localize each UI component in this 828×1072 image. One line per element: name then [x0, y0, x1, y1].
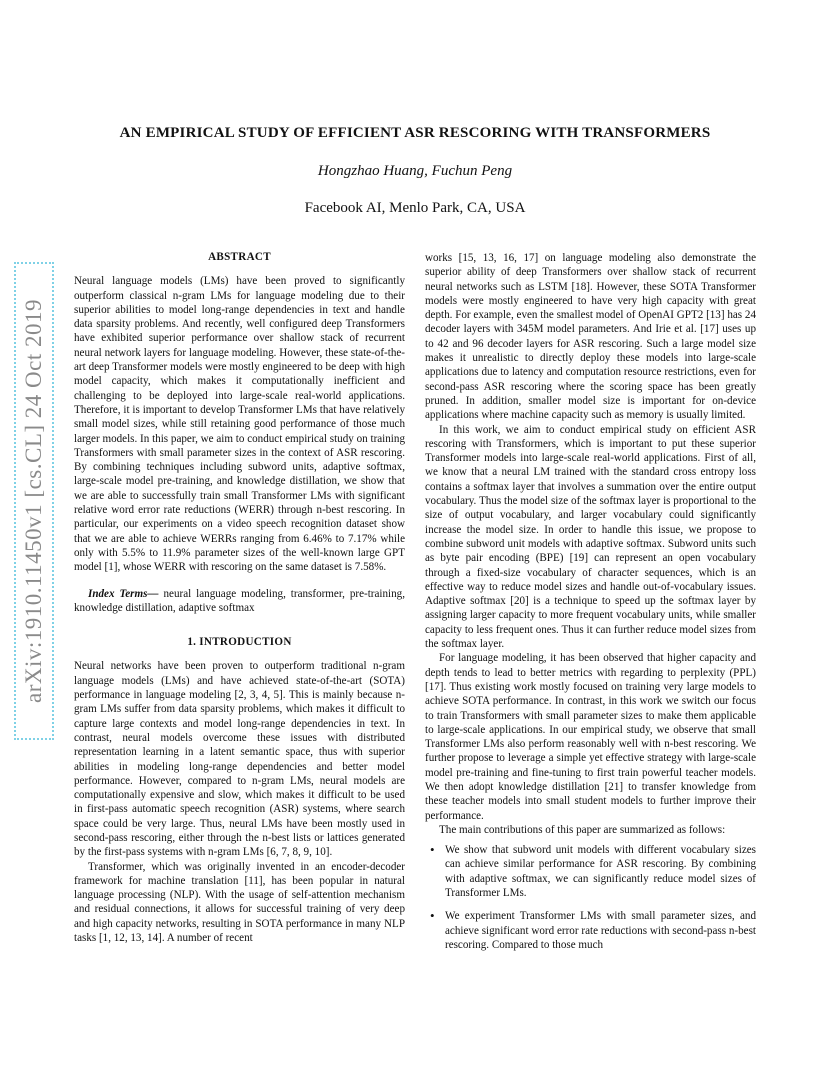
- arxiv-id-label: arXiv:1910.11450v1 [cs.CL] 24 Oct 2019: [21, 299, 47, 703]
- paper-authors: Hongzhao Huang, Fuchun Peng: [317, 163, 513, 179]
- left-column: [74, 250, 405, 945]
- paper-title: AN EMPIRICAL STUDY OF EFFICIENT ASR RESCORING WITH TRANSFORMERS: [119, 125, 711, 141]
- list-item: • We show that subword unit models with different vocabulary sizes can achieve similar performance for ASR rescoring. By combining with adaptive softmax, we can significantly reduce model sizes of Transformer LMs.: [445, 843, 756, 900]
- index-terms-label: Index Terms—: [88, 587, 159, 600]
- abstract-heading: ABSTRACT: [208, 251, 271, 263]
- contributions-list: [425, 843, 756, 952]
- paper-affiliation: Facebook AI, Menlo Park, CA, USA: [304, 200, 526, 216]
- introduction-heading: 1. INTRODUCTION: [187, 636, 292, 649]
- right-paragraph-4: The main contributions of this paper are summarized as follows:: [439, 823, 726, 836]
- intro-paragraph-1: Neural networks have been proven to outperform traditional n-gram language models (LMs) and have achieved state-of-the-art (SOTA) performance in language modeling [2, 3, 4, 5]. This is mainly because n-gram LMs suffer from data sparsity problems, which makes it difficult to capture large contexts and model long-range dependencies in text. In contrast, neural models overcome these issues with distributed representation learning in a latent semantic space, thus with superior abilities in modeling long-range dependencies and better model performance. However, compared to n-gram LMs, neural models are computationally expensive and slow, which makes it difficult to be used in first-pass automatic speech recognition (ASR) systems, where search space could be very large. Thus, neural LMs have been mostly used in second-pass rescoring, either through the n-best lists or lattices generated by the first-pass systems with n-gram LMs [6, 7, 8, 9, 10].: [74, 660, 405, 859]
- right-paragraph-3: For language modeling, it has been observed that higher capacity and depth tends to lead to better metrics with regarding to perplexity (PPL) [17]. Thus existing work mostly focused on training very large models to achieve SOTA performance. In contrast, in this work we switch our focus to train Transformers with small parameter sizes to make them applicable to large-scale applications. In our empirical study, we observe that small Transformer LMs also perform reasonably well with n-best rescoring. We further propose to leverage a simple yet effective strategy with large-scale model pre-training and fine-tuning to first train powerful teacher models. We then adopt knowledge distillation [21] to transfer knowledge from these teacher models into small student models to further improve their performance.: [425, 652, 756, 822]
- intro-paragraph-2: Transformer, which was originally invented in an encoder-decoder framework for machine translation [11], has been popular in natural language processing (NLP). With the usage of self-attention mechanism and residual connections, it allows for successful training of very deep and high capacity networks, resulting in SOTA performance in many NLP tasks [1, 12, 13, 14]. A number of recent: [74, 860, 405, 945]
- right-paragraph-1: works [15, 13, 16, 17] on language modeling also demonstrate the superior ability of deep Transformers over shallow stack of recurrent neural networks such as LSTM [18]. However, these SOTA Transformer models were mostly engineered to have very high capacity with great depth. For example, even the smallest model of OpenAI GPT2 [13] has 24 decoder layers with 345M model parameters. And Irie et al. [17] uses up to 42 and 96 decoder layers for ASR rescoring. Such a large model size makes it unrealistic to directly deploy these models into large-scale applications due to latency and computation resource restrictions, even for second-pass ASR rescoring where the scoring space has been greatly pruned. In addition, smaller model size is important for on-device applications where machine capacity such as memory is usually limited.: [425, 252, 756, 422]
- index-terms: [74, 587, 405, 616]
- list-item: • We experiment Transformer LMs with small parameter sizes, and achieve significant word error rate reductions with second-pass n-best rescoring. Compared to those much: [445, 909, 756, 952]
- abstract-text: Neural language models (LMs) have been proved to significantly outperform classical n-gram LMs for language modeling due to their superior abilities to model long-range dependencies in text and handle data sparsity problems. And recently, well configured deep Transformers have exhibited superior performance over shallow stack of recurrent neural network layers for language modeling. However, these state-of-the-art deep Transformer models were mostly engineered to be deep with high model capacity, which makes it computationally inefficient and challenging to be deployed into large-scale real-world applications. Therefore, it is important to develop Transformer LMs that have relatively small model sizes, while still retaining good performance of those much larger models. In this paper, we aim to conduct empirical study on training Transformers with small parameter sizes in the context of ASR rescoring. By combining techniques including subword units, adaptive softmax, large-scale model pre-training, and knowledge distillation, we show that we are able to successfully train small Transformer LMs with significant relative word error rate reductions (WERR) through n-best rescoring. In particular, our experiments on a video speech recognition dataset show that we are able to achieve WERRs ranging from 6.46% to 7.17% while only with 5.5% to 11.9% parameter sizes of the well-known large GPT model [1], whose WERR with rescoring on the same dataset is 7.58%.: [74, 275, 405, 574]
- right-paragraph-2: In this work, we aim to conduct empirical study on efficient ASR rescoring with Transformers, which is important to put these superior Transformer models into large-scale real-world applications. First of all, we know that a neural LM trained with the standard cross entropy loss contains a softmax layer that involves a summation over the entire output vocabulary. Thus the model size of the softmax layer is proportional to the size of output vocabulary, and larger vocabulary could significantly increase the model size. In order to handle this issue, we propose to combine subword unit models with adaptive softmax. Subword units such as byte pair encoding (BPE) [19] can represent an open vocabulary through a fixed-size vocabulary of character sequences, which is an effective way to reduce model sizes and handle out-of-vocabulary issues. Adaptive softmax [20] is a technique to speed up the softmax layer by assigning larger capacity to more frequent vocabulary units, while smaller capacity to less frequent ones. Thus it can further reduce model sizes from the softmax layer.: [425, 423, 756, 651]
- arxiv-side-stamp[interactable]: [14, 262, 54, 740]
- right-column: [425, 251, 756, 961]
- index-terms-text: neural language modeling, transformer, pre-training, knowledge distillation, adaptive softmax: [74, 587, 405, 614]
